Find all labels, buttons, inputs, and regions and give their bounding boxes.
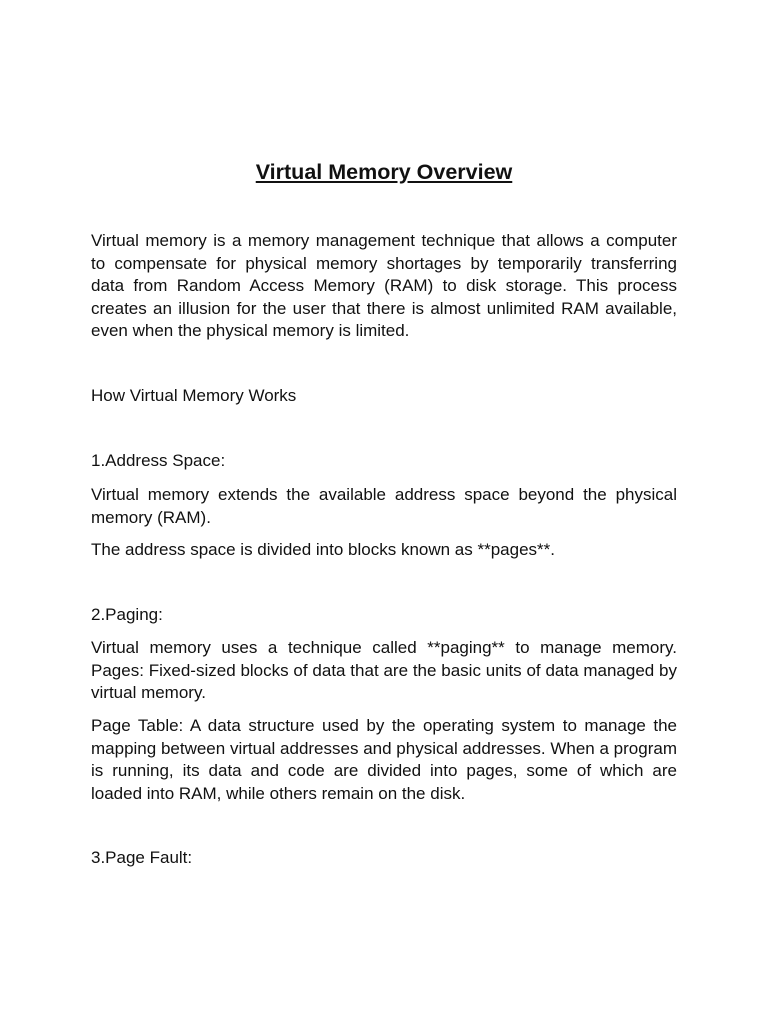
address-space-heading: 1.Address Space: xyxy=(91,451,226,470)
paging-paragraph-1: Virtual memory uses a technique called **paging** to manage memory. Pages: Fixed-sized blocks of data that are the basic units of data managed by virtual memory. xyxy=(91,638,677,702)
address-space-para-2-block xyxy=(91,539,677,562)
document-title: Virtual Memory Overview xyxy=(255,160,513,184)
address-space-paragraph-1: Virtual memory extends the available address space beyond the physical memory (RAM). xyxy=(91,485,677,527)
page-fault-heading-block xyxy=(91,847,677,869)
intro-paragraph: Virtual memory is a memory management technique that allows a computer to compensate for physical memory shortages by temporarily transferring data from Random Access Memory (RAM) to disk storage. This process creates an illusion for the user that there is almost unlimited RAM available, even when the physical memory is limited. xyxy=(91,231,677,340)
paging-para-1-block xyxy=(91,637,677,705)
address-space-para-1-block xyxy=(91,484,677,529)
paging-paragraph-2: Page Table: A data structure used by the operating system to manage the mapping between virtual addresses and physical addresses. When a program is running, its data and code are divided into pages, some of which are loaded into RAM, while others remain on the disk. xyxy=(91,716,677,803)
intro-block xyxy=(91,230,677,343)
paging-heading-block xyxy=(91,604,677,626)
address-space-paragraph-2: The address space is divided into blocks known as **pages**. xyxy=(91,540,555,559)
page-fault-heading: 3.Page Fault: xyxy=(91,848,193,867)
paging-heading: 2.Paging: xyxy=(91,605,163,624)
address-space-heading-block xyxy=(91,450,677,472)
section-heading: How Virtual Memory Works xyxy=(91,386,297,405)
how-it-works-block xyxy=(91,385,677,407)
paging-para-2-block xyxy=(91,715,677,805)
